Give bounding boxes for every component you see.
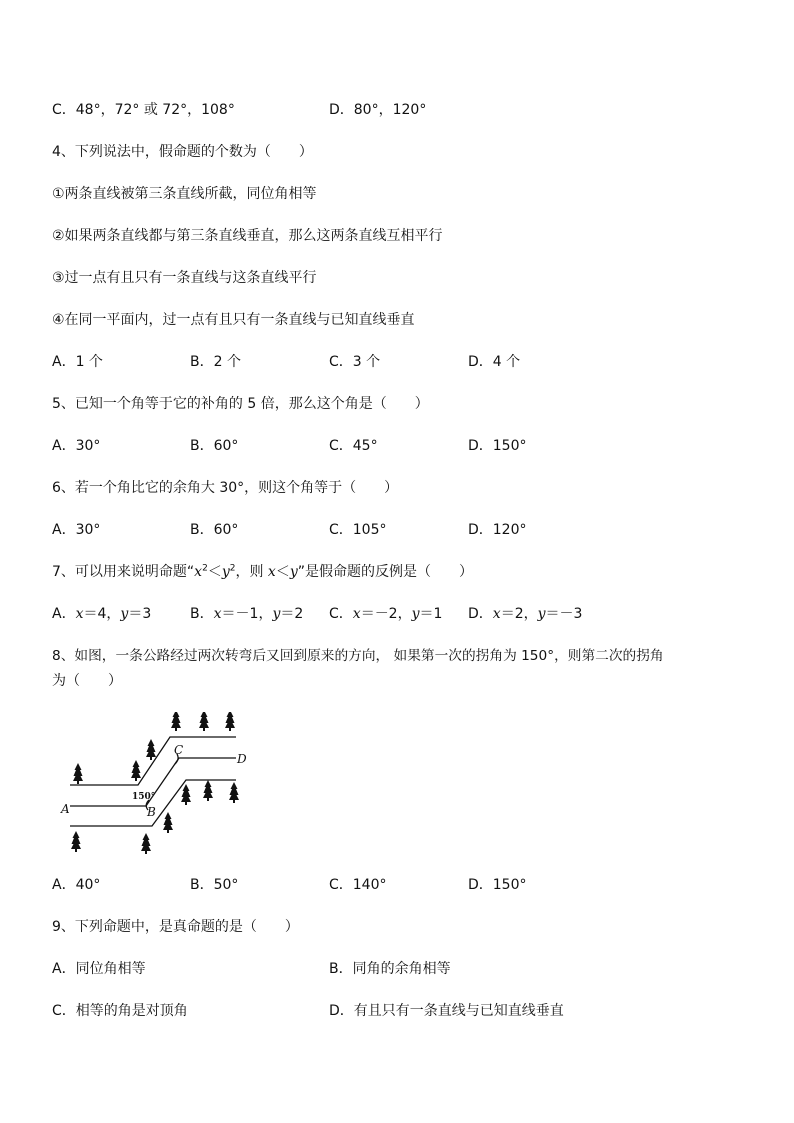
point-c-label: C bbox=[174, 743, 184, 757]
tree-icon bbox=[71, 831, 81, 852]
tree-icon bbox=[146, 739, 156, 760]
q5-option-c: C．45° bbox=[329, 438, 378, 454]
q6-option-c: C．105° bbox=[329, 522, 387, 538]
q7-option-d: D．x＝2，y＝－3 bbox=[468, 606, 583, 622]
trees bbox=[71, 712, 239, 854]
q8-stem-line-1: 8、如图，一条公路经过两次转弯后又回到原来的方向， 如果第一次的拐角为 150°，则第二次的拐角 bbox=[52, 648, 664, 664]
q9-option-c: C．相等的角是对顶角 bbox=[52, 1003, 188, 1019]
point-a-label: A bbox=[61, 802, 70, 816]
q8-option-d: D．150° bbox=[468, 877, 527, 893]
q4-option-b: B．2 个 bbox=[190, 354, 241, 370]
tree-icon bbox=[131, 760, 141, 781]
q5-stem: 5、已知一个角等于它的补角的 5 倍，那么这个角是（ ） bbox=[52, 396, 429, 412]
q7-option-b: B．x＝－1，y＝2 bbox=[190, 606, 304, 622]
q4-statement-4: ④在同一平面内，过一点有且只有一条直线与已知直线垂直 bbox=[52, 312, 415, 328]
q6-option-b: B．60° bbox=[190, 522, 239, 538]
q8-option-b: B．50° bbox=[190, 877, 239, 893]
tree-icon bbox=[199, 712, 209, 731]
q7-option-c: C．x＝－2，y＝1 bbox=[329, 606, 443, 622]
tree-icon bbox=[171, 712, 181, 731]
tree-icon bbox=[229, 782, 239, 803]
q8-option-a: A．40° bbox=[52, 877, 101, 893]
tree-icon bbox=[203, 780, 213, 801]
tree-icon bbox=[225, 712, 235, 731]
point-b-label: B bbox=[147, 805, 156, 819]
q4-option-d: D．4 个 bbox=[468, 354, 521, 370]
q4-option-c: C．3 个 bbox=[329, 354, 381, 370]
q6-option-a: A．30° bbox=[52, 522, 101, 538]
tree-icon bbox=[181, 784, 191, 805]
q7-option-a: A．x＝4，y＝3 bbox=[52, 606, 152, 622]
q5-option-a: A．30° bbox=[52, 438, 101, 454]
tree-icon bbox=[141, 833, 151, 854]
q6-stem: 6、若一个角比它的余角大 30°，则这个角等于（ ） bbox=[52, 480, 399, 496]
q8-stem-line-2: 为（ ） bbox=[52, 673, 122, 689]
q4-statement-2: ②如果两条直线都与第三条直线垂直，那么这两条直线互相平行 bbox=[52, 228, 443, 244]
angle-150-label: 150° bbox=[132, 792, 156, 802]
q3-option-c: C．48°，72° 或 72°，108° bbox=[52, 102, 235, 118]
q9-stem: 9、下列命题中，是真命题的是（ ） bbox=[52, 919, 299, 935]
tree-icon bbox=[73, 763, 83, 784]
q5-option-d: D．150° bbox=[468, 438, 527, 454]
q4-statement-3: ③过一点有且只有一条直线与这条直线平行 bbox=[52, 270, 317, 286]
q4-stem: 4、下列说法中，假命题的个数为（ ） bbox=[52, 144, 313, 160]
q4-statement-1: ①两条直线被第三条直线所截，同位角相等 bbox=[52, 186, 317, 202]
q9-option-b: B．同角的余角相等 bbox=[329, 961, 451, 977]
q9-option-d: D．有且只有一条直线与已知直线垂直 bbox=[329, 1003, 564, 1019]
tree-icon bbox=[163, 812, 173, 833]
point-d-label: D bbox=[237, 752, 247, 766]
q8-option-c: C．140° bbox=[329, 877, 387, 893]
road-figure bbox=[58, 712, 258, 857]
q3-option-d: D．80°，120° bbox=[329, 102, 427, 118]
q6-option-d: D．120° bbox=[468, 522, 527, 538]
q9-option-a: A．同位角相等 bbox=[52, 961, 146, 977]
q7-stem: 7、可以用来说明命题“$x^2<y^2$，则 x＜y”是假命题的反例是（ ） bbox=[52, 563, 474, 580]
q4-option-a: A．1 个 bbox=[52, 354, 103, 370]
q5-option-b: B．60° bbox=[190, 438, 239, 454]
